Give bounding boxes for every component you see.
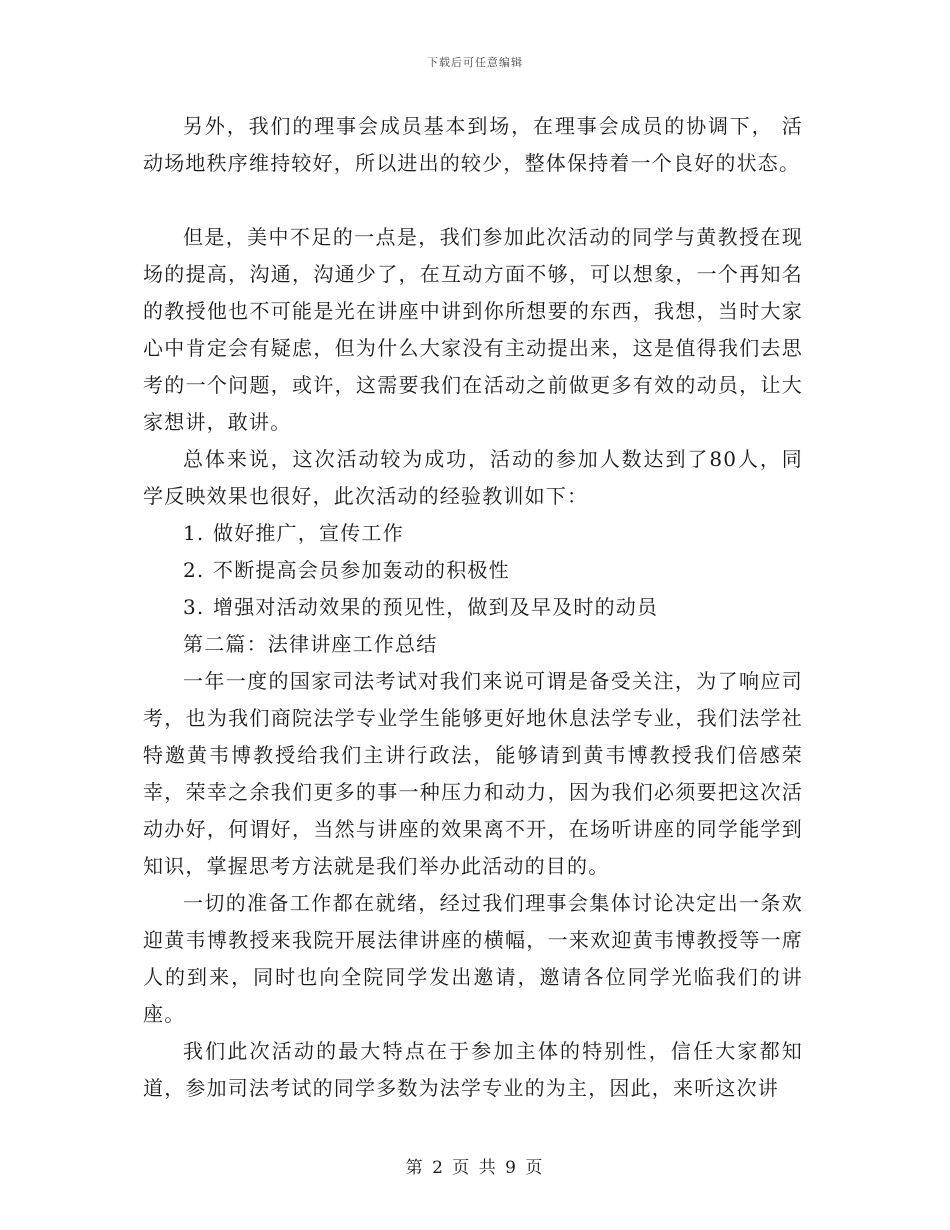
paragraph-feature: 我们此次活动的最大特点在于参加主体的特别性，信任大家都知道，参加司法考试的同学多数为法学专业的为主，因此，来听这次讲 xyxy=(143,1039,803,1100)
paragraph-intro: 一年一度的国家司法考试对我们来说可谓是备受关注，为了响应司考，也为我们商院法学专业学生能够更好地休息法学专业，我们法学社特邀黄韦博教授给我们主讲行政法，能够请到黄韦博教授我们倍感荣幸，荣幸之余我们更多的事一种压力和动力，因为我们必须要把这次活动办好，何谓好，当然与讲座的效果离不开，在场听讲座的同学能学到知识，掌握思考方法就是我们举办此活动的目的。 xyxy=(143,669,803,878)
list-text: 增强对活动效果的预见性，做到及早及时的动员 xyxy=(213,595,659,619)
list-number: 1. xyxy=(183,521,205,545)
list-item xyxy=(143,515,803,552)
list-number: 3. xyxy=(183,595,205,619)
document-body xyxy=(143,108,803,1107)
list-text: 做好推广，宣传工作 xyxy=(213,521,404,545)
list-item xyxy=(143,552,803,589)
list-number: 2. xyxy=(183,558,205,582)
page-footer: 第 2 页 共 9 页 xyxy=(405,1158,545,1178)
paragraph-summary: 总体来说，这次活动较为成功，活动的参加人数达到了80人，同学反映效果也很好，此次活动的经验教训如下： xyxy=(143,447,803,508)
list-text: 不断提高会员参加轰动的积极性 xyxy=(213,558,510,582)
list-item xyxy=(143,589,803,626)
paragraph-preparation: 一切的准备工作都在就绪，经过我们理事会集体讨论决定出一条欢迎黄韦博教授来我院开展法律讲座的横幅，一来欢迎黄韦博教授等一席人的到来，同时也向全院同学发出邀请，邀请各位同学光临我们的讲座。 xyxy=(143,891,803,1026)
page-header: 下载后可任意编辑 xyxy=(427,56,523,69)
paragraph-shortcomings: 但是，美中不足的一点是，我们参加此次活动的同学与黄教授在现场的提高，沟通，沟通少了，在互动方面不够，可以想象，一个再知名的教授他也不可能是光在讲座中讲到你所想要的东西，我想，当时大家心中肯定会有疑虑，但为什么大家没有主动提出来，这是值得我们去思考的一个问题，或许，这需要我们在活动之前做更多有效的动员，让大家想讲，敢讲。 xyxy=(143,225,803,434)
paragraph-attendance: 另外，我们的理事会成员基本到场，在理事会成员的协调下， 活动场地秩序维持较好，所以进出的较少，整体保持着一个良好的状态。 xyxy=(143,114,803,175)
section-title: 第二篇：法律讲座工作总结 xyxy=(183,632,438,656)
paragraph-gap xyxy=(143,182,803,219)
